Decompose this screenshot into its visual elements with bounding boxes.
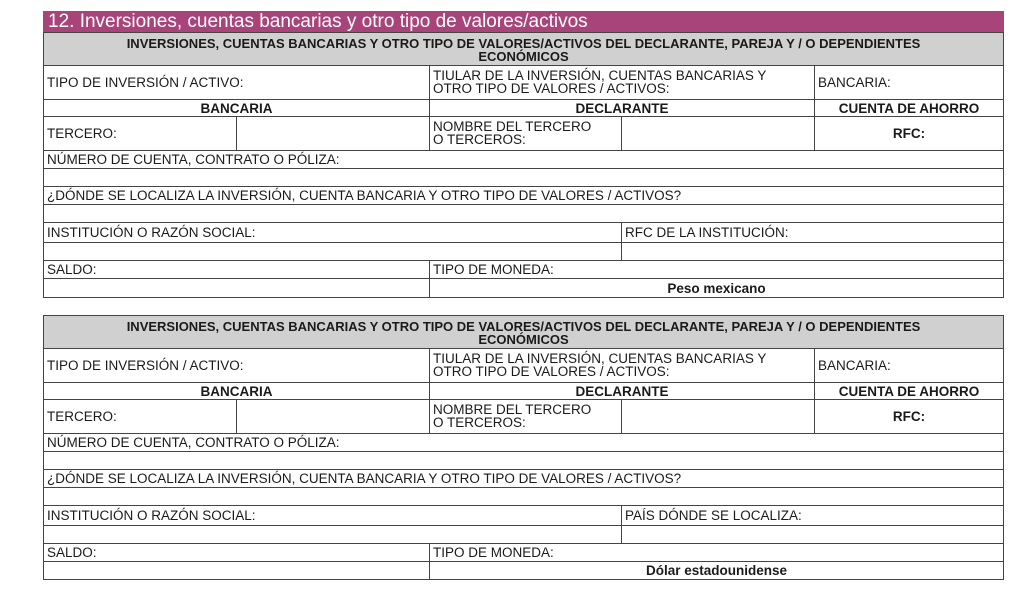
- nombre-tercero-label: NOMBRE DEL TERCERO O TERCEROS:: [429, 117, 621, 151]
- saldo-value: [44, 279, 429, 297]
- donde-label: ¿DÓNDE SE LOCALIZA LA INVERSIÓN, CUENTA BANCARIA Y OTRO TIPO DE VALORES / ACTIVOS?: [44, 470, 1003, 488]
- bancaria-value: CUENTA DE AHORRO: [814, 100, 1003, 117]
- nombre-tercero-label: NOMBRE DEL TERCERO O TERCEROS:: [429, 400, 621, 434]
- pais-label: PAÍS DÓNDE SE LOCALIZA:: [621, 506, 1003, 526]
- saldo-label: SALDO:: [44, 261, 429, 279]
- institucion-label: INSTITUCIÓN O RAZÓN SOCIAL:: [44, 506, 621, 526]
- table-header: [44, 33, 1003, 66]
- numero-cuenta-value: [44, 169, 1003, 187]
- saldo-value: [44, 562, 429, 579]
- numero-cuenta-label: NÚMERO DE CUENTA, CONTRATO O PÓLIZA:: [44, 151, 1003, 169]
- numero-cuenta-value: [44, 452, 1003, 470]
- tipo-inversion-value: BANCARIA: [44, 100, 429, 117]
- titular-label: TIULAR DE LA INVERSIÓN, CUENTAS BANCARIAS Y OTRO TIPO DE VALORES / ACTIVOS:: [429, 349, 814, 383]
- rfc-institucion-label: RFC DE LA INSTITUCIÓN:: [621, 223, 1003, 243]
- investment-table-1: [43, 32, 1004, 298]
- moneda-label: TIPO DE MONEDA:: [429, 261, 1003, 279]
- tercero-label: TERCERO:: [44, 117, 236, 151]
- tercero-value: [236, 400, 429, 434]
- tipo-inversion-label: TIPO DE INVERSIÓN / ACTIVO:: [44, 349, 429, 383]
- tipo-inversion-label: TIPO DE INVERSIÓN / ACTIVO:: [44, 66, 429, 100]
- tipo-inversion-value: BANCARIA: [44, 383, 429, 400]
- nombre-tercero-value: [621, 400, 814, 434]
- titular-value: DECLARANTE: [429, 100, 814, 117]
- tercero-label: TERCERO:: [44, 400, 236, 434]
- tercero-value: [236, 117, 429, 151]
- rfc-label: RFC:: [814, 400, 1003, 434]
- table-header-line-2: ECONÓMICOS: [478, 49, 569, 64]
- section-title: 12. Inversiones, cuentas bancarias y otro tipo de valores/activos: [43, 11, 1004, 32]
- table-header-line-1: INVERSIONES, CUENTAS BANCARIAS Y OTRO TIPO DE VALORES/ACTIVOS DEL DECLARANTE, PAREJA Y / O DEPENDIENTES: [126, 36, 921, 51]
- donde-value: [44, 205, 1003, 223]
- institucion-value: [44, 243, 621, 261]
- titular-label: TIULAR DE LA INVERSIÓN, CUENTAS BANCARIAS Y OTRO TIPO DE VALORES / ACTIVOS:: [429, 66, 814, 100]
- institucion-label: INSTITUCIÓN O RAZÓN SOCIAL:: [44, 223, 621, 243]
- bancaria-label: BANCARIA:: [814, 349, 1003, 383]
- titular-value: DECLARANTE: [429, 383, 814, 400]
- rfc-label: RFC:: [814, 117, 1003, 151]
- institucion-value: [44, 526, 621, 544]
- moneda-value: Peso mexicano: [429, 279, 1003, 297]
- table-header: [44, 316, 1003, 349]
- bancaria-value: CUENTA DE AHORRO: [814, 383, 1003, 400]
- rfc-institucion-value: [621, 243, 1003, 261]
- moneda-label: TIPO DE MONEDA:: [429, 544, 1003, 562]
- numero-cuenta-label: NÚMERO DE CUENTA, CONTRATO O PÓLIZA:: [44, 434, 1003, 452]
- moneda-value: Dólar estadounidense: [429, 562, 1003, 579]
- donde-value: [44, 488, 1003, 506]
- saldo-label: SALDO:: [44, 544, 429, 562]
- bancaria-label: BANCARIA:: [814, 66, 1003, 100]
- table-header-line-1: INVERSIONES, CUENTAS BANCARIAS Y OTRO TIPO DE VALORES/ACTIVOS DEL DECLARANTE, PAREJA Y / O DEPENDIENTES: [126, 319, 921, 334]
- table-header-line-2: ECONÓMICOS: [478, 332, 569, 347]
- nombre-tercero-value: [621, 117, 814, 151]
- pais-value: [621, 526, 1003, 544]
- donde-label: ¿DÓNDE SE LOCALIZA LA INVERSIÓN, CUENTA BANCARIA Y OTRO TIPO DE VALORES / ACTIVOS?: [44, 187, 1003, 205]
- investment-table-2: [43, 315, 1004, 580]
